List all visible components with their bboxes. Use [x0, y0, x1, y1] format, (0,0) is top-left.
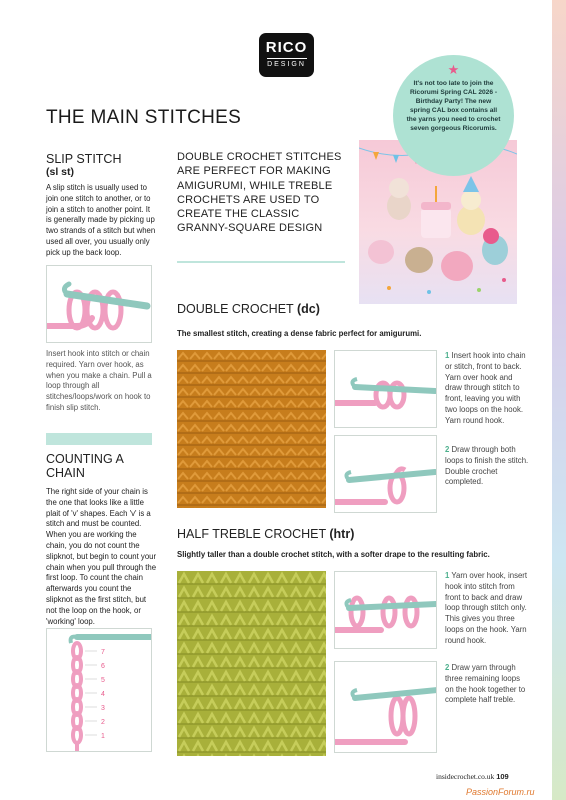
slip-stitch-abbr: (sl st) — [46, 166, 75, 178]
half-treble-subtitle: Slightly taller than a double crochet stitch, with a softer drape to the resulting fabric. — [177, 550, 490, 559]
double-crochet-step1-diagram — [334, 350, 437, 428]
counting-chain-body: The right side of your chain is the one that looks like a little plait of 'v' shapes. Each 'v' is a stitch and must be counted. When you are working the chain, you do not count the slipknot, but begin to count your chain when you pull through the first loop. To count the chain afterwards you count the slipknot as the first stitch, but not the loop on the hook, or 'working' loop. — [46, 487, 157, 626]
half-treble-step-1: 1 Yarn over hook, insert hook into stitch from front to back and draw loop through stitch only. This gives you three loops on the hook. Yarn round hook. — [445, 571, 528, 645]
double-crochet-swatch — [177, 350, 326, 508]
slip-stitch-body: A slip stitch is usually used to join one stitch to another, or to join a stitch to another point. It is generally made by picking up two strands of a stitch but when used all over, you usually only pick up the back loop. — [46, 183, 156, 257]
counting-chain-diagram — [46, 628, 152, 752]
half-treble-step-2: 2 Draw yarn through three remaining loops on the hook together to complete half treble. — [445, 663, 526, 705]
half-treble-title: HALF TREBLE CROCHET (htr) — [177, 527, 355, 541]
double-crochet-step-2: 2 Draw through both loops to finish the stitch. Double crochet completed. — [445, 445, 529, 487]
star-icon: ★ — [447, 62, 460, 77]
chain-number: 2 — [101, 719, 105, 726]
page-edge-gradient — [552, 0, 566, 800]
chain-number: 1 — [101, 733, 105, 740]
slip-stitch-diagram — [46, 265, 152, 343]
promo-badge: ★ It's not too late to join the Ricorumi Spring CAL 2026 - Birthday Party! The new spring CAL box contains all the yarns you need to crochet seven gorgeous Ricorumis. — [393, 55, 514, 176]
section-divider — [46, 433, 152, 445]
chain-number: 5 — [101, 677, 105, 684]
chain-number: 7 — [101, 649, 105, 656]
double-crochet-step2-diagram — [334, 435, 437, 513]
lead-text: DOUBLE CROCHET STITCHES ARE PERFECT FOR MAKING AMIGURUMI, WHILE TREBLE CROCHETS ARE USED TO CREATE THE CLASSIC GRANNY-SQUARE DESIGN — [177, 151, 342, 235]
double-crochet-subtitle: The smallest stitch, creating a dense fabric perfect for amigurumi. — [177, 329, 422, 338]
double-crochet-title: DOUBLE CROCHET (dc) — [177, 302, 320, 316]
page-footer: insidecrochet.co.uk 109 — [436, 772, 509, 781]
half-treble-step1-diagram — [334, 571, 437, 649]
counting-chain-title: COUNTING A CHAIN — [46, 452, 124, 480]
chain-number: 3 — [101, 705, 105, 712]
slip-stitch-caption: Insert hook into stitch or chain required. Yarn over hook, as when you make a chain. Pull a loop through all stitches/loops/work on hook to finish slip stitch. — [46, 349, 152, 412]
page-title: THE MAIN STITCHES — [46, 107, 242, 128]
half-treble-step2-diagram — [334, 661, 437, 753]
lead-underline — [177, 261, 345, 263]
chain-number: 4 — [101, 691, 105, 698]
chain-number: 6 — [101, 663, 105, 670]
watermark: PassionForum.ru — [466, 787, 535, 797]
half-treble-swatch — [177, 571, 326, 756]
brand-logo: RICO DESIGN — [259, 33, 314, 77]
double-crochet-step-1: 1 Insert hook into chain or stitch, front to back. Yarn over hook and draw through stitch to front, leaving you with two loops on the hook. Yarn round hook. — [445, 351, 526, 425]
slip-stitch-title: SLIP STITCH — [46, 152, 122, 166]
